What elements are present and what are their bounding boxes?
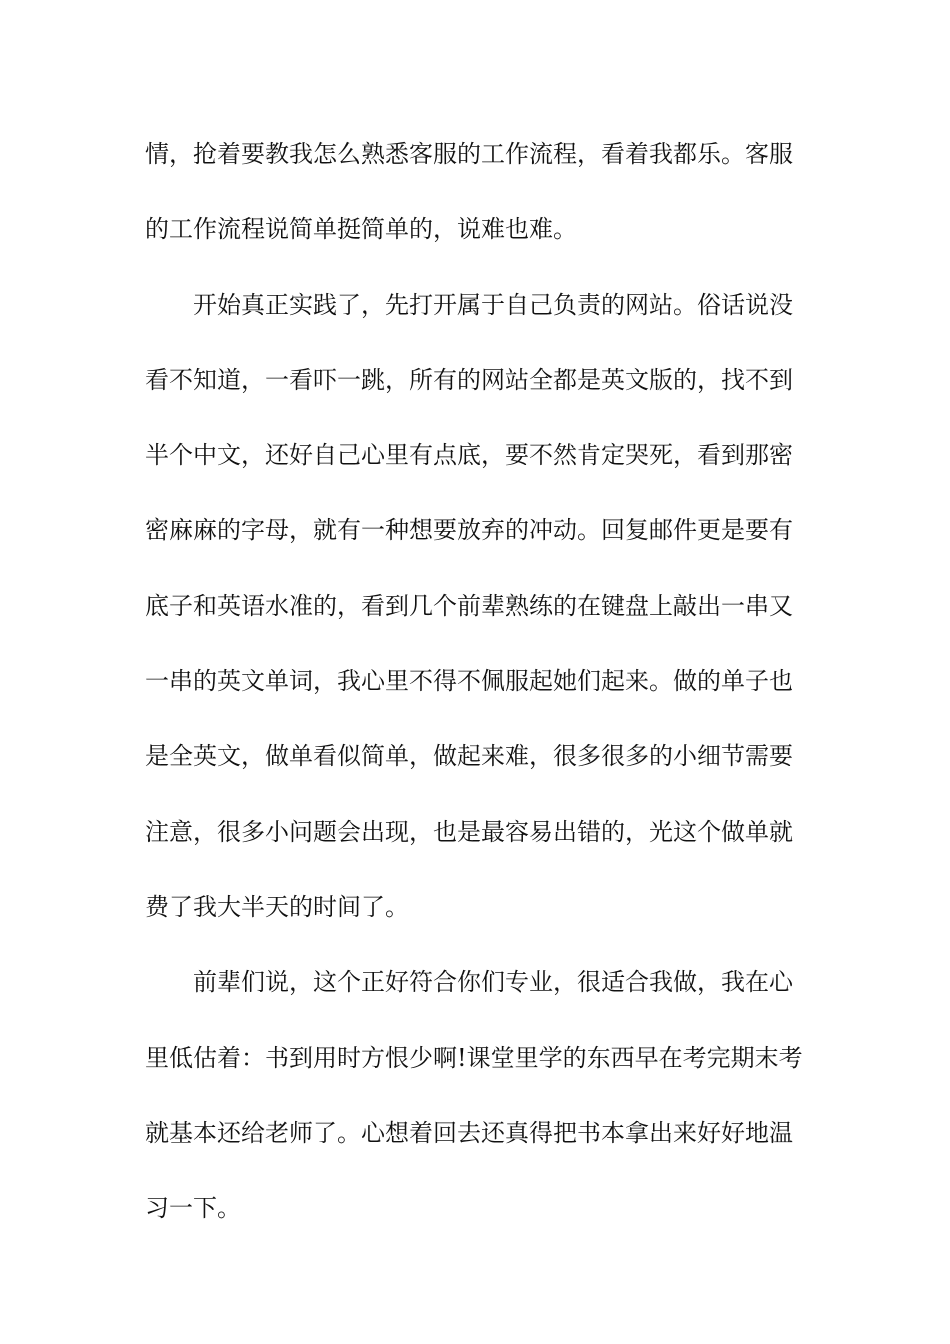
text-line: 是全英文，做单看似简单，做起来难，很多很多的小细节需要	[145, 742, 793, 771]
text-line: 半个中文，还好自己心里有点底，要不然肯定哭死，看到那密	[145, 441, 793, 470]
paragraph-first-line: 前辈们说，这个正好符合你们专业，很适合我做，我在心	[193, 968, 793, 997]
text-line: 里低估着：书到用时方恨少啊!课堂里学的东西早在考完期末考	[145, 1043, 803, 1072]
text-line: 看不知道，一看吓一跳，所有的网站全都是英文版的，找不到	[145, 365, 793, 394]
paragraph-first-line: 开始真正实践了，先打开属于自己负责的网站。俗话说没	[193, 290, 793, 319]
text-line: 密麻麻的字母，就有一种想要放弃的冲动。回复邮件更是要有	[145, 516, 793, 545]
text-line: 费了我大半天的时间了。	[145, 892, 409, 921]
text-line: 的工作流程说简单挺简单的，说难也难。	[145, 215, 577, 244]
body-text	[145, 127, 807, 1256]
text-line: 注意，很多小问题会出现，也是最容易出错的，光这个做单就	[145, 817, 793, 846]
text-line: 习一下。	[145, 1194, 241, 1223]
text-line: 底子和英语水准的，看到几个前辈熟练的在键盘上敲出一串又	[145, 591, 793, 620]
text-line: 一串的英文单词，我心里不得不佩服起她们起来。做的单子也	[145, 667, 793, 696]
text-line: 情，抢着要教我怎么熟悉客服的工作流程，看着我都乐。客服	[145, 140, 793, 168]
text-line: 就基本还给老师了。心想着回去还真得把书本拿出来好好地温	[145, 1118, 793, 1147]
